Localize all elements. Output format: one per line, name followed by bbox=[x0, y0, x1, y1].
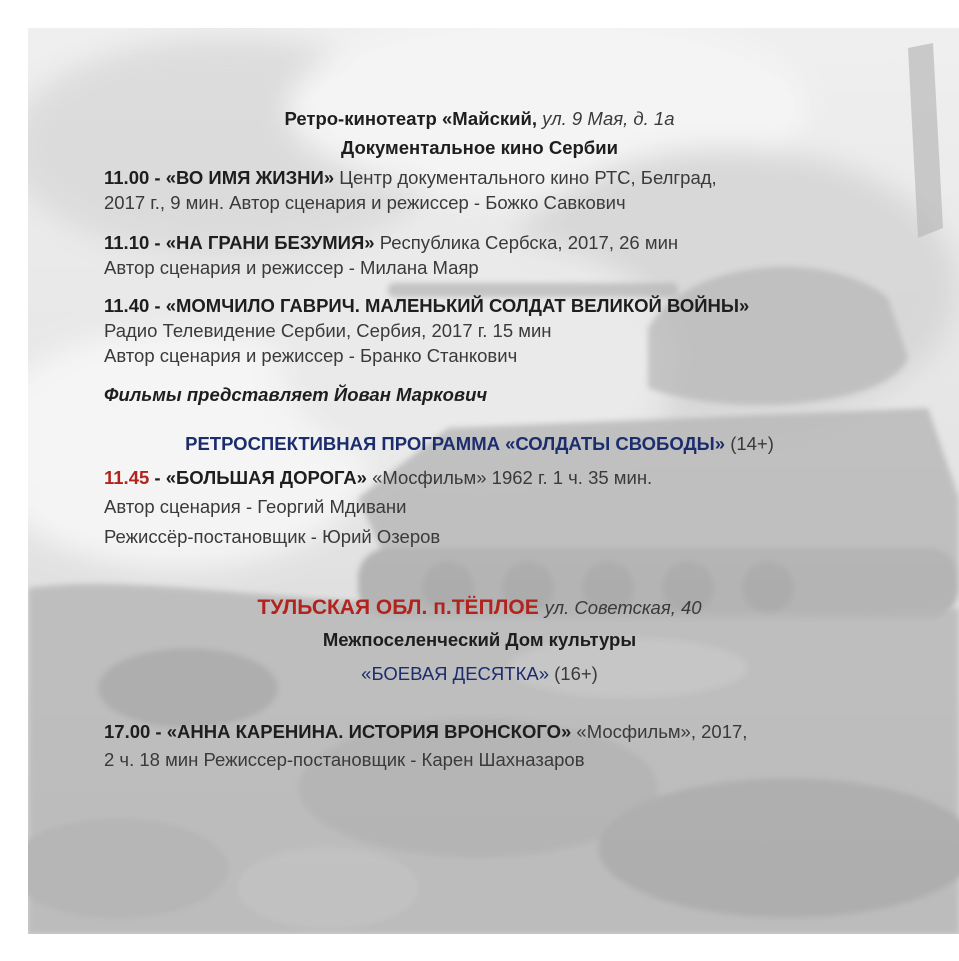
retro-title: - «БОЛЬШАЯ ДОРОГА» bbox=[154, 467, 367, 488]
venue1-name: Ретро-кинотеатр «Майский, bbox=[284, 108, 538, 129]
venue2-age: (16+) bbox=[554, 663, 598, 684]
film2-details: Республика Сербска, 2017, 26 мин bbox=[379, 232, 679, 253]
film4-details: «Мосфильм», 2017, bbox=[576, 721, 748, 742]
film4-line2: 2 ч. 18 мин Режиссер-постановщик - Карен Шахназаров bbox=[104, 749, 585, 770]
venue1-section: Документальное кино Сербии bbox=[341, 137, 618, 158]
retro-writer: Автор сценария - Георгий Мдивани bbox=[104, 496, 407, 517]
film4-title: 17.00 - «АННА КАРЕНИНА. ИСТОРИЯ ВРОНСКОГО» bbox=[104, 721, 572, 742]
retro-film-line1 bbox=[104, 466, 652, 490]
retro-details: «Мосфильм» 1962 г. 1 ч. 35 мин. bbox=[372, 467, 653, 488]
film3-line3: Автор сценария и режиссер - Бранко Станкович bbox=[104, 345, 518, 366]
retro-program-title: РЕТРОСПЕКТИВНАЯ ПРОГРАММА «СОЛДАТЫ СВОБОДЫ» bbox=[185, 433, 726, 454]
retro-age: (14+) bbox=[730, 433, 774, 454]
venue2-program bbox=[0, 662, 959, 686]
film3-title: 11.40 - «МОМЧИЛО ГАВРИЧ. МАЛЕНЬКИЙ СОЛДАТ ВЕЛИКОЙ ВОЙНЫ» bbox=[104, 295, 750, 316]
venue2-region: ТУЛЬСКАЯ ОБЛ. п.ТЁПЛОЕ bbox=[257, 596, 539, 619]
film1-details: Центр документального кино РТС, Белград, bbox=[339, 167, 717, 188]
film1-line2: 2017 г., 9 мин. Автор сценария и режиссер - Божко Савкович bbox=[104, 192, 626, 213]
venue2-header bbox=[0, 595, 959, 621]
venue2-address: ул. Советская, 40 bbox=[544, 597, 702, 618]
retro-director: Режиссёр-постановщик - Юрий Озеров bbox=[104, 526, 441, 547]
film1-title: 11.00 - «ВО ИМЯ ЖИЗНИ» bbox=[104, 167, 335, 188]
film4-line1 bbox=[104, 720, 747, 744]
retro-header bbox=[0, 432, 959, 456]
film2-title: 11.10 - «НА ГРАНИ БЕЗУМИЯ» bbox=[104, 232, 375, 253]
venue1-address: ул. 9 Мая, д. 1а bbox=[542, 108, 675, 129]
film2-line2: Автор сценария и режиссер - Милана Маяр bbox=[104, 257, 479, 278]
film1-line1 bbox=[104, 166, 717, 190]
film3-line2: Радио Телевидение Сербии, Сербия, 2017 г. 15 мин bbox=[104, 320, 552, 341]
venue2-name: Межпоселенческий Дом культуры bbox=[322, 629, 637, 650]
venue1-header bbox=[0, 107, 959, 131]
retro-time: 11.45 bbox=[104, 467, 150, 488]
venue2-program-title: «БОЕВАЯ ДЕСЯТКА» bbox=[361, 663, 549, 684]
film2-line1 bbox=[104, 231, 678, 255]
presenter: Фильмы представляет Йован Маркович bbox=[104, 384, 488, 405]
